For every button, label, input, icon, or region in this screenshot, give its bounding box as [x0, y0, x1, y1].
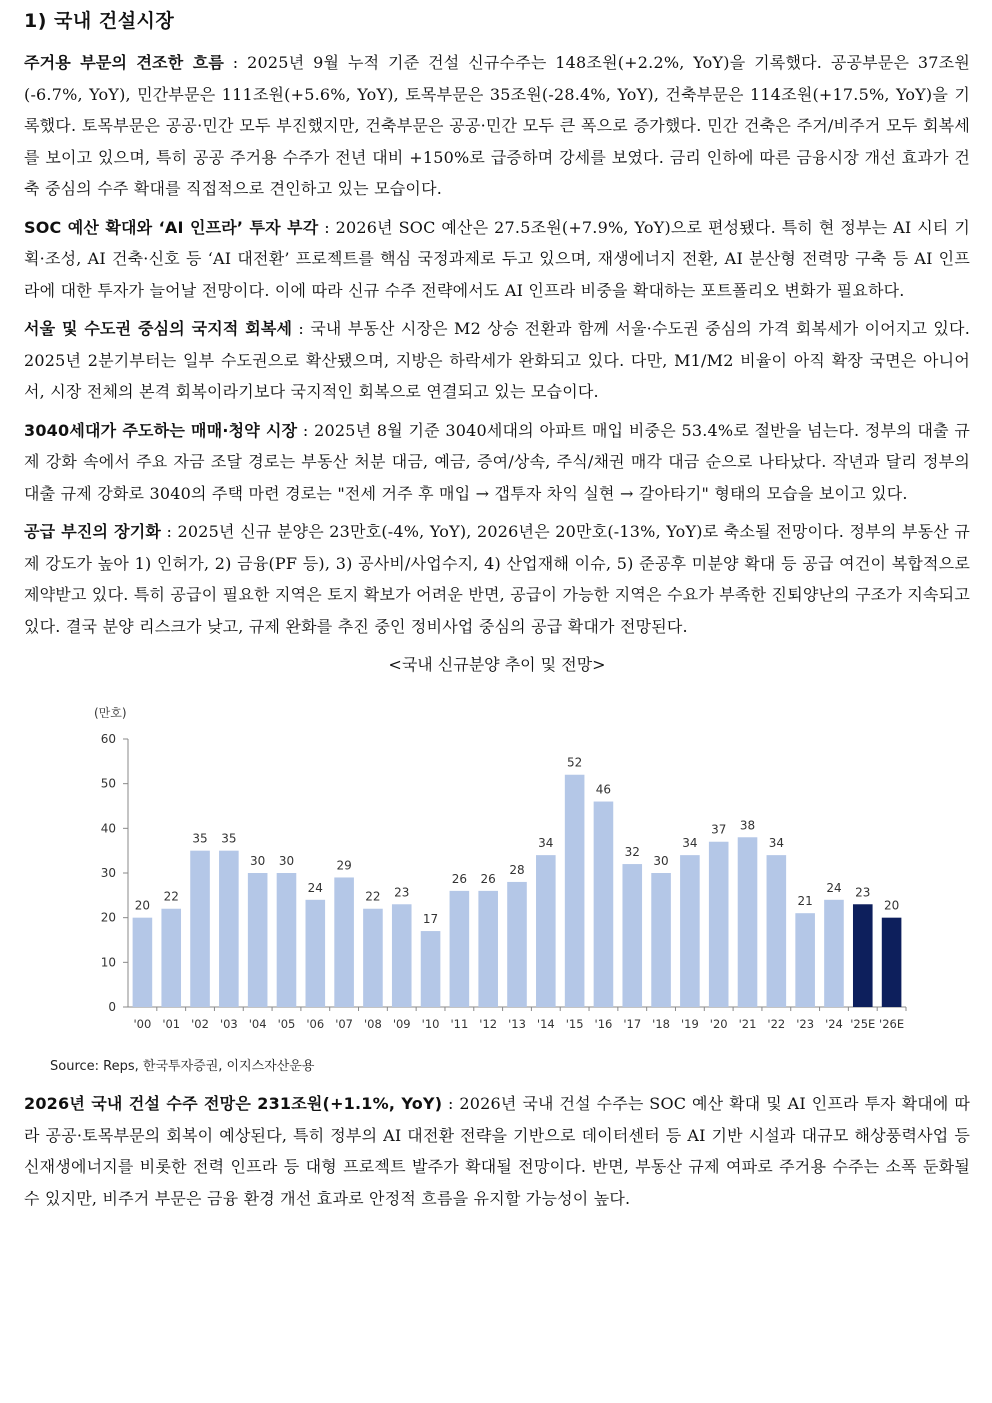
bar-value-label: 20	[883, 898, 900, 913]
section-title: 1) 국내 건설시장	[24, 10, 175, 32]
bar-value-label: 46	[595, 782, 612, 797]
y-tick-label: 20	[100, 910, 116, 925]
bar	[392, 904, 412, 1007]
bar-value-label: 52	[566, 755, 583, 770]
x-tick-label: '26E	[879, 1017, 905, 1031]
bar	[594, 802, 614, 1007]
x-tick-label: '10	[421, 1017, 440, 1031]
bar	[478, 891, 498, 1007]
paragraph-outlook	[24, 1088, 970, 1214]
bar-value-label: 26	[480, 871, 496, 886]
paragraph-separator: :	[297, 420, 315, 440]
paragraph-residential	[24, 47, 970, 205]
bar-value-label: 34	[682, 836, 698, 851]
paragraph-supply	[24, 516, 970, 642]
paragraph-heading: 서울 및 수도권 중심의 국지적 회복세	[24, 319, 293, 338]
bar	[363, 909, 383, 1007]
bar	[680, 855, 700, 1007]
x-tick-label: '12	[479, 1017, 498, 1031]
x-tick-label: '20	[709, 1017, 728, 1031]
bar	[709, 842, 729, 1007]
bar-value-label: 35	[192, 831, 208, 846]
paragraph-heading: SOC 예산 확대와 ‘AI 인프라’ 투자 부각	[24, 217, 319, 237]
x-tick-label: '07	[335, 1017, 354, 1031]
x-tick-label: '25E	[850, 1017, 876, 1031]
bar	[738, 837, 758, 1007]
y-tick-label: 40	[100, 821, 116, 836]
bar-value-label: 35	[221, 831, 237, 846]
x-tick-label: '05	[277, 1017, 296, 1031]
paragraph-body: 2026년 SOC 예산은 27.5조원(+7.9%, YoY)으로 편성됐다. 특히 현 정부는 AI 시티 기획·조성, AI 건축·신호 등 ‘AI 대전환’ 프로젝트를 핵심 국정과제로 두고 있으며, 재생에너지 전환, AI 분산형 전력망 구축 등 AI 인프라에 대한 투자가 늘어날 전망이다. 이에 따라 신규 수주 전략에서도 AI 인프라 비중을 확대하는 포트폴리오 변화가 필요하다.	[24, 217, 970, 300]
bar	[248, 873, 268, 1007]
bar	[651, 873, 671, 1007]
bar	[161, 909, 181, 1007]
x-tick-label: '15	[565, 1017, 584, 1031]
x-tick-label: '22	[767, 1017, 786, 1031]
paragraph-3040-market	[24, 415, 970, 510]
bar	[853, 904, 873, 1007]
bar	[133, 918, 153, 1007]
bar-value-label: 22	[163, 889, 179, 904]
y-tick-label: 30	[100, 866, 116, 880]
paragraph-separator: :	[161, 522, 178, 541]
paragraph-soc-budget	[24, 212, 970, 307]
bar-value-label: 21	[797, 894, 813, 909]
bar	[190, 851, 210, 1007]
paragraph-separator: :	[224, 53, 248, 72]
y-tick-label: 60	[100, 732, 116, 746]
x-tick-label: '09	[392, 1017, 411, 1031]
x-tick-label: '16	[594, 1017, 613, 1031]
report-page	[24, 0, 970, 1221]
paragraph-seoul-recovery	[24, 313, 970, 408]
x-tick-label: '14	[536, 1017, 555, 1031]
paragraph-body: 2025년 9월 누적 기준 건설 신규수주는 148조원(+2.2%, YoY)을 기록했다. 공공부문은 37조원(-6.7%, YoY), 민간부문은 111조원(+5.6%, YoY), 토목부문은 35조원(-28.4%, YoY), 건축부문은 114조원(+17.5%, YoY)을 기록했다. 토목부문은 공공·민간 모두 부진했지만, 건축부문은 공공·민간 모두 큰 폭으로 증가했다. 민간 건축은 주거/비주거 모두 회복세를 보이고 있으며, 특히 공공 주거용 수주가 전년 대비 +150%로 급증하며 강세를 보였다. 금리 인하에 따른 금융시장 개선 효과가 건축 중심의 수주 확대를 직접적으로 견인하고 있는 모습이다.	[24, 53, 970, 198]
paragraph-heading: 2026년 국내 건설 수주 전망은 231조원(+1.1%, YoY)	[24, 1094, 443, 1113]
x-tick-label: '03	[219, 1017, 238, 1031]
bar-value-label: 23	[394, 885, 410, 900]
bar	[536, 855, 556, 1007]
paragraph-separator: :	[318, 217, 336, 237]
x-tick-label: '17	[623, 1017, 642, 1031]
bar	[277, 873, 297, 1007]
bar-value-label: 22	[365, 889, 381, 904]
paragraph-body: 2025년 8월 기준 3040세대의 아파트 매입 비중은 53.4%로 절반을 넘는다. 정부의 대출 규제 강화 속에서 주요 자금 조달 경로는 부동산 처분 대금, 예금, 증여/상속, 주식/채권 매각 대금 순으로 나타났다. 작년과 달리 정부의 대출 규제 강화로 3040의 주택 마련 경로는 "전세 거주 후 매입 → 갭투자 차익 실현 → 갈아타기" 형태의 모습을 보이고 있다.	[24, 420, 970, 503]
x-tick-label: '02	[191, 1017, 209, 1031]
bar	[334, 877, 354, 1007]
bar	[507, 882, 527, 1007]
bar-value-label: 37	[711, 822, 727, 837]
bar-value-label: 30	[250, 854, 266, 868]
bar-value-label: 20	[134, 898, 151, 913]
x-tick-label: '01	[162, 1017, 181, 1031]
y-axis-unit-label: (만호)	[94, 706, 127, 720]
x-tick-label: '11	[450, 1017, 469, 1031]
x-tick-label: '21	[738, 1017, 757, 1031]
bar-value-label: 38	[739, 818, 756, 833]
paragraph-separator: :	[292, 319, 311, 338]
paragraph-separator: :	[442, 1094, 460, 1113]
x-tick-label: '00	[133, 1017, 152, 1031]
bar	[882, 918, 902, 1007]
bar-value-label: 30	[278, 854, 295, 868]
bar	[824, 900, 844, 1007]
bar	[421, 931, 441, 1007]
paragraph-body: 2025년 신규 분양은 23만호(-4%, YoY), 2026년은 20만호(-13%, YoY)로 축소될 전망이다. 정부의 부동산 규제 강도가 높아 1) 인허가, 2) 금융(PF 등), 3) 공사비/사업수지, 4) 산업재해 이슈, 5) 준공후 미분양 확대 등 공급 여건이 복합적으로 제약받고 있다. 특히 공급이 필요한 지역은 토지 확보가 어려운 반면, 공급이 가능한 지역은 수요가 부족한 진퇴양난의 구조가 지속되고 있다. 결국 분양 리스크가 낮고, 규제 완화를 추진 중인 정비사업 중심의 공급 확대가 전망된다.	[24, 522, 970, 636]
x-tick-label: '18	[652, 1017, 670, 1031]
bar-value-label: 29	[336, 858, 352, 873]
y-tick-label: 50	[100, 776, 116, 791]
bar-value-label: 17	[422, 912, 439, 927]
bar-value-label: 24	[307, 880, 323, 895]
x-tick-label: '13	[508, 1017, 526, 1031]
y-tick-label: 0	[108, 1000, 116, 1014]
paragraph-heading: 3040세대가 주도하는 매매·청약 시장	[24, 420, 298, 440]
x-tick-label: '19	[680, 1017, 699, 1031]
bar	[795, 913, 815, 1007]
bar-value-label: 23	[855, 885, 871, 900]
paragraph-heading: 공급 부진의 장기화	[24, 522, 162, 541]
x-tick-label: '24	[825, 1017, 843, 1031]
bar-value-label: 34	[768, 836, 784, 851]
bar-value-label: 24	[826, 880, 842, 895]
bar	[565, 775, 585, 1007]
paragraph-body: 2026년 국내 건설 수주는 SOC 예산 확대 및 AI 인프라 투자 확대에 따라 공공·토목부문의 회복이 예상된다, 특히 정부의 AI 대전환 전략을 기반으로 데이터센터 등 AI 기반 시설과 대규모 해상풍력사업 등 신재생에너지를 비롯한 전력 인프라 등 대형 프로젝트 발주가 확대될 전망이다. 반면, 부동산 규제 여파로 주거용 수주는 소폭 둔화될 수 있지만, 비주거 부문은 금융 환경 개선 효과로 안정적 흐름을 유지할 가능성이 높다.	[24, 1094, 970, 1208]
presale-chart	[24, 679, 970, 1059]
chart-caption: <국내 신규분양 추이 및 전망>	[388, 655, 606, 674]
chart-source: Source: Reps, 한국투자증권, 이지스자산운용	[50, 1059, 315, 1074]
bar-value-label: 34	[538, 836, 554, 851]
x-tick-label: '06	[306, 1017, 325, 1031]
bar-value-label: 28	[509, 862, 525, 877]
paragraph-heading: 주거용 부문의 견조한 흐름	[24, 53, 225, 72]
bar	[219, 851, 239, 1007]
y-tick-label: 10	[100, 955, 116, 970]
x-tick-label: '08	[364, 1017, 382, 1031]
bar	[450, 891, 470, 1007]
bar-value-label: 32	[624, 845, 640, 860]
x-tick-label: '23	[796, 1017, 815, 1031]
bar-value-label: 26	[451, 871, 468, 886]
bar	[305, 900, 325, 1007]
bar	[622, 864, 642, 1007]
bar	[767, 855, 787, 1007]
paragraph-body: 국내 부동산 시장은 M2 상승 전환과 함께 서울·수도권 중심의 가격 회복세가 이어지고 있다. 2025년 2분기부터는 일부 수도권으로 확산됐으며, 지방은 하락세가 완화되고 있다. 다만, M1/M2 비율이 아직 확장 국면은 아니어서, 시장 전체의 본격 회복이라기보다 국지적인 회복으로 연결되고 있는 모습이다.	[24, 319, 970, 401]
bar-chart-svg	[80, 691, 930, 1031]
x-tick-label: '04	[248, 1017, 267, 1031]
bar-value-label: 30	[653, 854, 669, 868]
